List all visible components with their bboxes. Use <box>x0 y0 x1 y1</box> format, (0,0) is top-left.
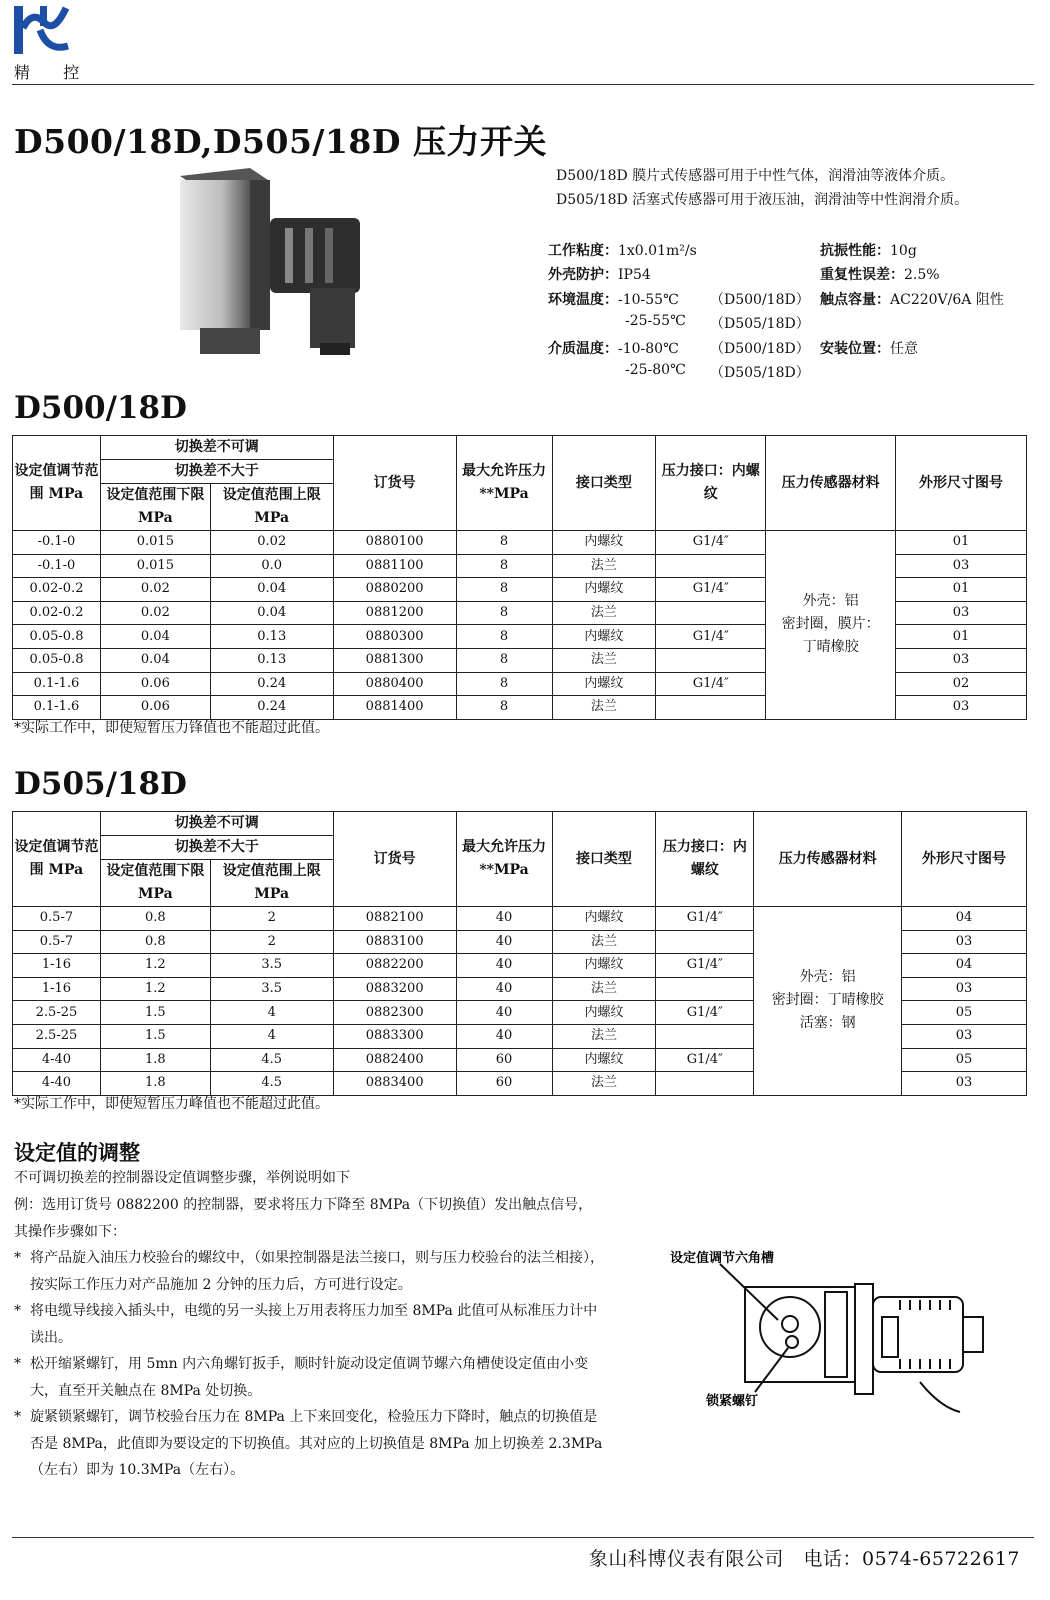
header-material: 压力传感器材料 <box>766 436 896 531</box>
cell-drawing: 03 <box>902 1072 1027 1096</box>
cell-port: G1/4″ <box>656 625 766 649</box>
cell-lower: 0.015 <box>100 554 210 578</box>
cell-max-pressure: 8 <box>456 601 552 625</box>
cell-port: G1/4″ <box>656 578 766 602</box>
cell-port-type: 内螺纹 <box>552 907 656 931</box>
header-port-type: 接口类型 <box>552 436 656 531</box>
cell-range: 0.05-0.8 <box>13 625 101 649</box>
cell-order: 0883100 <box>333 930 456 954</box>
header-max-pressure: 最大允许压力**MPa <box>456 436 552 531</box>
cell-port-type: 法兰 <box>552 554 656 578</box>
cell-max-pressure: 8 <box>456 648 552 672</box>
cell-upper: 3.5 <box>210 954 333 978</box>
adjustment-step-2: * 将电缆导线接入插头中，电缆的另一头接上万用表将压力加至 8MPa 此值可从标准压力计中读出。 <box>14 1298 604 1351</box>
header-not-adjustable: 切换差不可调 <box>100 436 333 460</box>
adjustment-intro: 不可调切换差的控制器设定值调整步骤，举例说明如下 <box>14 1170 350 1186</box>
spec-value: IP54 <box>618 267 651 283</box>
cell-lower: 1.8 <box>100 1072 210 1096</box>
header-diff-max: 切换差不大于 <box>100 460 333 484</box>
cell-order: 0880100 <box>333 531 456 555</box>
cell-order: 0881300 <box>333 648 456 672</box>
spec-value: 2.5% <box>904 267 940 283</box>
cell-range: 0.5-7 <box>13 930 101 954</box>
cell-drawing: 03 <box>902 1024 1027 1048</box>
cell-port: G1/4″ <box>656 907 754 931</box>
spec-medium-model-2: （D505/18D） <box>710 365 810 381</box>
description-line-1: D500/18D 膜片式传感器可用于中性气体，润滑油等液体介质。 <box>556 168 955 184</box>
cell-order: 0882100 <box>333 907 456 931</box>
spec-contact <box>820 289 1004 309</box>
cell-drawing: 01 <box>896 625 1027 649</box>
spec-viscosity <box>548 240 697 260</box>
header-range: 设定值调节范围 MPa <box>13 812 101 907</box>
table-row <box>13 907 1027 931</box>
material-line: 外壳：铝 <box>799 969 856 986</box>
cell-port <box>656 977 754 1001</box>
adjustment-step-1: * 将产品旋入油压力校验台的螺纹中，（如果控制器是法兰接口，则与压力校验台的法兰相接），按实际工作压力对产品施加 2 分钟的压力后，方可进行设定。 <box>14 1245 604 1298</box>
cell-drawing: 01 <box>896 531 1027 555</box>
spec-medium-label: 介质温度：-10-80℃ <box>548 341 679 357</box>
footer-divider <box>12 1537 1034 1538</box>
cell-lower: 0.06 <box>100 672 210 696</box>
cell-range: 1-16 <box>13 954 101 978</box>
cell-lower: 1.2 <box>100 977 210 1001</box>
header-material: 压力传感器材料 <box>754 812 902 907</box>
bullet-star: * <box>14 1409 21 1425</box>
cell-port-type: 法兰 <box>552 1072 656 1096</box>
cell-max-pressure: 60 <box>456 1048 552 1072</box>
cell-port-type: 内螺纹 <box>552 954 656 978</box>
cell-range: 2.5-25 <box>13 1024 101 1048</box>
cell-drawing: 03 <box>902 977 1027 1001</box>
cell-drawing: 03 <box>902 930 1027 954</box>
cell-order: 0880400 <box>333 672 456 696</box>
spec-value: AC220V/6A 阻性 <box>890 292 1004 308</box>
spec-ambient-2: -25-55℃ <box>625 313 686 329</box>
header-divider <box>12 84 1034 85</box>
cell-order: 0881100 <box>333 554 456 578</box>
header-upper: 设定值范围上限 MPa <box>210 484 333 531</box>
footer <box>589 1544 1020 1571</box>
cell-drawing: 03 <box>896 554 1027 578</box>
spec-label: 触点容量： <box>820 292 890 308</box>
cell-max-pressure: 8 <box>456 696 552 720</box>
header-order: 订货号 <box>333 812 456 907</box>
cell-upper: 4 <box>210 1024 333 1048</box>
spec-protection <box>548 264 651 284</box>
cell-lower: 1.5 <box>100 1024 210 1048</box>
cell-port <box>656 1024 754 1048</box>
cell-port-type: 法兰 <box>552 601 656 625</box>
cell-range: 1-16 <box>13 977 101 1001</box>
cell-port <box>656 1072 754 1096</box>
cell-upper: 2 <box>210 907 333 931</box>
adjustment-step-4: * 旋紧锁紧螺钉，调节校验台压力在 8MPa 上下来回变化，检验压力下降时，触点的切换值是否是 8MPa，此值即为要设定的下切换值。其对应的上切换值是 8MPa 加上切换差 2.3MPa（左右）即为 10.3MPa（左右）。 <box>14 1404 604 1484</box>
cell-upper: 0.04 <box>210 601 333 625</box>
cell-range: 0.5-7 <box>13 907 101 931</box>
cell-port: G1/4″ <box>656 954 754 978</box>
header-port: 压力接口：内螺纹 <box>656 812 754 907</box>
cell-drawing: 04 <box>902 954 1027 978</box>
cell-order: 0880200 <box>333 578 456 602</box>
cell-order: 0882200 <box>333 954 456 978</box>
header-port: 压力接口：内螺纹 <box>656 436 766 531</box>
adjustment-title: 设定值的调整 <box>14 1140 140 1165</box>
cell-max-pressure: 8 <box>456 672 552 696</box>
cell-drawing: 03 <box>896 696 1027 720</box>
material-line: 密封圈，膜片： <box>781 616 880 633</box>
cell-upper: 0.24 <box>210 696 333 720</box>
cell-lower: 0.015 <box>100 531 210 555</box>
cell-max-pressure: 40 <box>456 954 552 978</box>
cell-range: 0.1-1.6 <box>13 696 101 720</box>
cell-order: 0881200 <box>333 601 456 625</box>
page-title: D500/18D,D505/18D 压力开关 <box>14 122 547 161</box>
cell-port-type: 内螺纹 <box>552 1001 656 1025</box>
header-lower: 设定值范围下限 MPa <box>100 860 210 907</box>
cell-lower: 1.2 <box>100 954 210 978</box>
cell-port-type: 法兰 <box>552 648 656 672</box>
spec-label: 安装位置： <box>820 341 890 357</box>
cell-lower: 0.06 <box>100 696 210 720</box>
d505-table <box>12 811 1027 1096</box>
header-port-type: 接口类型 <box>552 812 656 907</box>
cell-range: 4-40 <box>13 1072 101 1096</box>
cell-max-pressure: 8 <box>456 554 552 578</box>
cell-max-pressure: 60 <box>456 1072 552 1096</box>
header-order: 订货号 <box>333 436 456 531</box>
cell-port-type: 法兰 <box>552 696 656 720</box>
d505-section-title: D505/18D <box>14 766 187 802</box>
spec-value: 1x0.01m²/s <box>618 243 697 259</box>
adjustment-step-3: * 松开缩紧螺钉，用 5mn 内六角螺钉扳手，顺时针旋动设定值调节螺六角槽使设定值由小变大，直至开关触点在 8MPa 处切换。 <box>14 1351 604 1404</box>
cell-port-type: 内螺纹 <box>552 531 656 555</box>
cell-upper: 4.5 <box>210 1072 333 1096</box>
cell-port-type: 法兰 <box>552 977 656 1001</box>
cell-port-type: 法兰 <box>552 930 656 954</box>
cell-order: 0882300 <box>333 1001 456 1025</box>
cell-max-pressure: 8 <box>456 531 552 555</box>
bullet-star: * <box>14 1356 21 1372</box>
spec-ambient-label: 环境温度：-10-55℃ <box>548 292 679 308</box>
spec-vibration <box>820 240 917 260</box>
logo-text: 精 控 <box>14 63 94 82</box>
material-line: 丁晴橡胶 <box>802 639 859 656</box>
cell-order: 0883200 <box>333 977 456 1001</box>
d500-section-title: D500/18D <box>14 390 187 426</box>
cell-lower: 0.02 <box>100 578 210 602</box>
material-line: 活塞：钢 <box>799 1015 856 1032</box>
cell-lower: 1.5 <box>100 1001 210 1025</box>
cell-range: 4-40 <box>13 1048 101 1072</box>
cell-lower: 0.04 <box>100 625 210 649</box>
cell-port-type: 内螺纹 <box>552 1048 656 1072</box>
cell-upper: 3.5 <box>210 977 333 1001</box>
cell-drawing: 03 <box>896 601 1027 625</box>
cell-port <box>656 696 766 720</box>
cell-port: G1/4″ <box>656 1001 754 1025</box>
cell-upper: 4 <box>210 1001 333 1025</box>
cell-drawing: 01 <box>896 578 1027 602</box>
d505-note: *实际工作中，即使短暂压力峰值也不能超过此值。 <box>14 1096 329 1112</box>
cell-drawing: 03 <box>896 648 1027 672</box>
spec-repeatability <box>820 264 940 284</box>
cell-range: 0.1-1.6 <box>13 672 101 696</box>
cell-material <box>766 531 896 720</box>
cell-port-type: 内螺纹 <box>552 672 656 696</box>
spec-label: 重复性误差： <box>820 267 904 283</box>
cell-max-pressure: 40 <box>456 907 552 931</box>
cell-upper: 2 <box>210 930 333 954</box>
spec-ambient-model-2: （D505/18D） <box>710 316 810 332</box>
cell-drawing: 05 <box>902 1001 1027 1025</box>
cell-drawing: 02 <box>896 672 1027 696</box>
cell-max-pressure: 40 <box>456 977 552 1001</box>
cell-lower: 0.8 <box>100 930 210 954</box>
cell-port-type: 内螺纹 <box>552 578 656 602</box>
cell-upper: 4.5 <box>210 1048 333 1072</box>
cell-upper: 0.02 <box>210 531 333 555</box>
cell-lower: 0.02 <box>100 601 210 625</box>
diagram-label-bottom: 锁紧螺钉 <box>706 1394 759 1409</box>
cell-range: 0.02-0.2 <box>13 601 101 625</box>
cell-order: 0883400 <box>333 1072 456 1096</box>
spec-value: 10g <box>890 243 917 259</box>
cell-range: -0.1-0 <box>13 531 101 555</box>
spec-label: 抗振性能： <box>820 243 890 259</box>
company-logo-icon <box>14 2 70 58</box>
cell-drawing: 05 <box>902 1048 1027 1072</box>
cell-order: 0881400 <box>333 696 456 720</box>
cell-max-pressure: 8 <box>456 578 552 602</box>
cell-port <box>656 554 766 578</box>
header-max-pressure: 最大允许压力**MPa <box>456 812 552 907</box>
cell-upper: 0.04 <box>210 578 333 602</box>
cell-upper: 0.13 <box>210 625 333 649</box>
spec-medium-model-1: （D500/18D） <box>710 341 810 357</box>
header-lower: 设定值范围下限 MPa <box>100 484 210 531</box>
cell-material <box>754 907 902 1096</box>
pressure-switch-image <box>170 168 375 363</box>
cell-max-pressure: 40 <box>456 1024 552 1048</box>
cell-max-pressure: 40 <box>456 1001 552 1025</box>
material-line: 外壳：铝 <box>802 593 859 610</box>
cell-port-type: 内螺纹 <box>552 625 656 649</box>
header-drawing: 外形尺寸图号 <box>896 436 1027 531</box>
spec-label: 工作粘度： <box>548 243 618 259</box>
spec-label: 外壳防护： <box>548 267 618 283</box>
spec-value: 任意 <box>890 341 918 357</box>
cell-port-type: 法兰 <box>552 1024 656 1048</box>
cell-upper: 0.24 <box>210 672 333 696</box>
bullet-star: * <box>14 1303 21 1319</box>
cell-lower: 1.8 <box>100 1048 210 1072</box>
header-upper: 设定值范围上限 MPa <box>210 860 333 907</box>
cell-port <box>656 601 766 625</box>
cell-order: 0883300 <box>333 1024 456 1048</box>
cell-lower: 0.8 <box>100 907 210 931</box>
cell-port <box>656 648 766 672</box>
cell-drawing: 04 <box>902 907 1027 931</box>
footer-phone: 电话：0574-65722617 <box>803 1548 1020 1570</box>
header-drawing: 外形尺寸图号 <box>902 812 1027 907</box>
spec-install <box>820 338 918 358</box>
cell-upper: 0.13 <box>210 648 333 672</box>
header-diff-max: 切换差不大于 <box>100 836 333 860</box>
cell-port: G1/4″ <box>656 672 766 696</box>
material-line: 密封圈：丁晴橡胶 <box>771 992 884 1009</box>
cell-range: 0.02-0.2 <box>13 578 101 602</box>
adjustment-example: 例：选用订货号 0882200 的控制器，要求将压力下降至 8MPa（下切换值）发出触点信号，其操作步骤如下： <box>14 1197 593 1240</box>
spec-medium-2: -25-80℃ <box>625 362 686 378</box>
cell-port <box>656 930 754 954</box>
table-row <box>13 531 1027 555</box>
cell-range: 0.05-0.8 <box>13 648 101 672</box>
cell-order: 0880300 <box>333 625 456 649</box>
footer-company: 象山科博仪表有限公司 <box>588 1548 784 1570</box>
cell-order: 0882400 <box>333 1048 456 1072</box>
cell-port: G1/4″ <box>656 1048 754 1072</box>
cell-port: G1/4″ <box>656 531 766 555</box>
d500-note: *实际工作中，即使短暂压力锋值也不能超过此值。 <box>14 720 329 736</box>
bullet-star: * <box>14 1250 21 1266</box>
cell-upper: 0.0 <box>210 554 333 578</box>
spec-ambient-model-1: （D500/18D） <box>710 292 810 308</box>
cell-max-pressure: 8 <box>456 625 552 649</box>
cell-max-pressure: 40 <box>456 930 552 954</box>
cell-lower: 0.04 <box>100 648 210 672</box>
description-line-2: D505/18D 活塞式传感器可用于液压油，润滑油等中性润滑介质。 <box>556 192 969 208</box>
cell-range: -0.1-0 <box>13 554 101 578</box>
cell-range: 2.5-25 <box>13 1001 101 1025</box>
d500-table <box>12 435 1027 720</box>
diagram-label-top: 设定值调节六角槽 <box>670 1251 775 1266</box>
adjustment-diagram <box>660 1242 1000 1422</box>
header-not-adjustable: 切换差不可调 <box>100 812 333 836</box>
header-range: 设定值调节范围 MPa <box>13 436 101 531</box>
